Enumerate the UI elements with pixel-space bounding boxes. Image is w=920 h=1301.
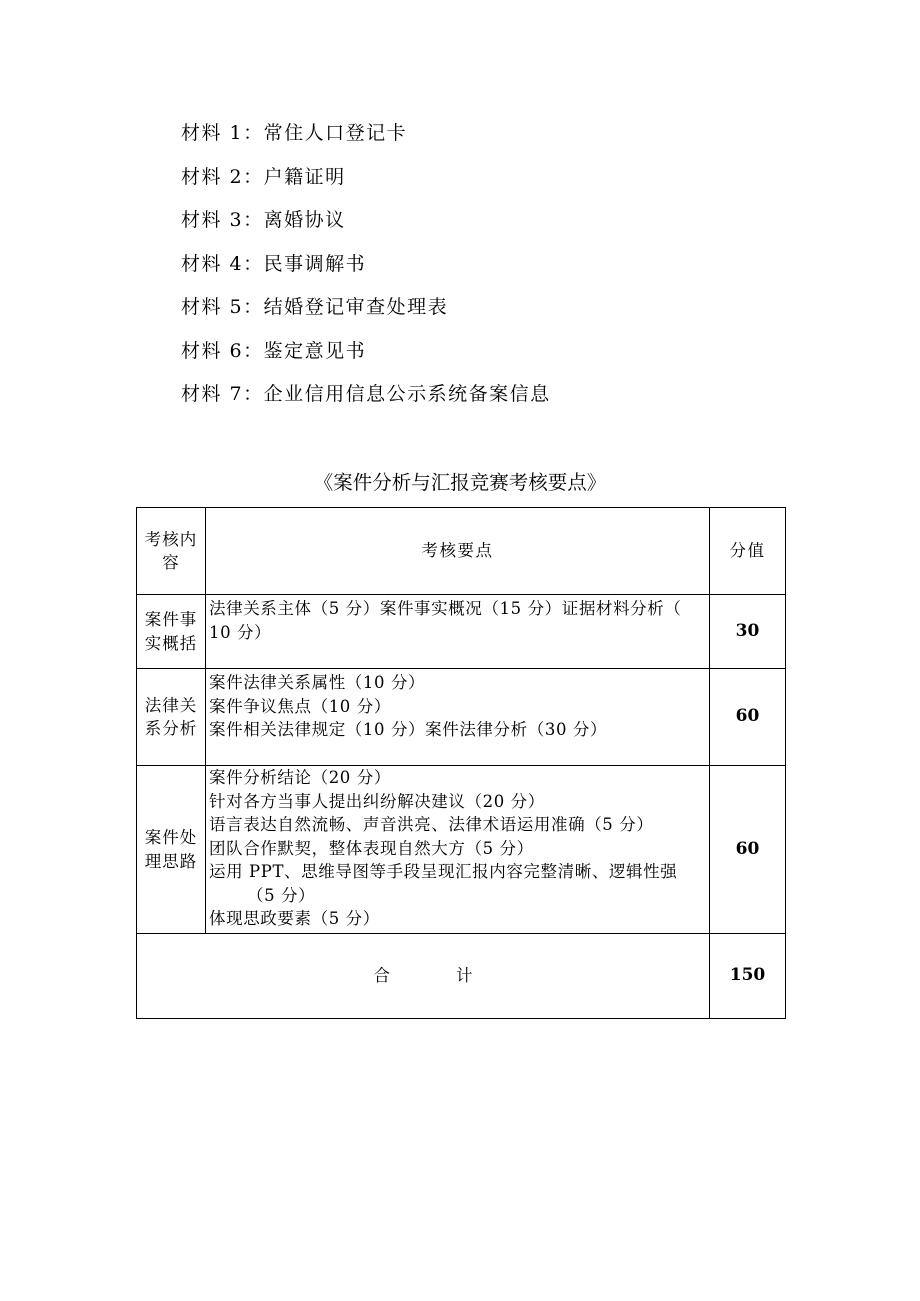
point-line: 运用 PPT、思维导图等手段呈现汇报内容完整清晰、逻辑性强 [209, 862, 678, 881]
table-header-row [137, 508, 786, 595]
row-content-line: 系分析 [144, 719, 198, 738]
scoring-table [136, 507, 786, 1019]
table-total-row [137, 934, 786, 1019]
row-points-cell [206, 766, 710, 934]
table-row [137, 766, 786, 934]
point-line: （5 分） [247, 885, 316, 905]
row-content-line: 案件处 [144, 828, 198, 847]
row-content-cell [137, 669, 206, 766]
row-content-line: 理思路 [144, 851, 198, 871]
point-line: 针对各方当事人提出纠纷解决建议（20 分） [209, 791, 545, 811]
point-line: 法律关系主体（5 分）案件事实概况（15 分）证据材料分析（ [209, 599, 682, 618]
header-points-cell: 考核要点 [206, 508, 710, 595]
point-line: 语言表达自然流畅、声音洪亮、法律术语运用准确（5 分） [209, 815, 654, 834]
row-score-cell: 30 [710, 595, 786, 669]
row-score-cell: 60 [710, 766, 786, 934]
row-content-line: 实概括 [144, 633, 198, 653]
total-label-cell [137, 934, 710, 1019]
row-content-cell [137, 595, 206, 669]
material-item: 材料 6：鉴定意见书 [181, 339, 367, 362]
header-content-cell [137, 508, 206, 595]
material-item: 材料 1：常住人口登记卡 [181, 122, 408, 144]
row-points-cell [206, 669, 710, 766]
materials-list [181, 116, 551, 421]
point-line: 体现思政要素（5 分） [209, 909, 380, 928]
row-content-line: 法律关 [144, 695, 198, 715]
row-points-cell [206, 595, 710, 669]
material-item: 材料 7：企业信用信息公示系统备案信息 [181, 383, 551, 405]
table-row [137, 669, 786, 766]
row-score-cell: 60 [710, 669, 786, 766]
header-score-cell: 分值 [710, 508, 786, 595]
header-content-line: 考核内 [144, 529, 198, 549]
material-item: 材料 3：离婚协议 [181, 209, 346, 231]
total-label [374, 966, 473, 985]
total-label-part: 计 [456, 966, 473, 986]
point-line: 案件相关法律规定（10 分）案件法律分析（30 分） [209, 720, 608, 739]
material-item: 材料 5：结婚登记审查处理表 [181, 296, 449, 318]
total-label-part: 合 [373, 966, 390, 986]
point-line: 案件分析结论（20 分） [209, 768, 391, 787]
row-content-line: 案件事 [144, 610, 198, 629]
point-line: 案件争议焦点（10 分） [209, 696, 391, 716]
table-row [137, 595, 786, 669]
row-content-cell [137, 766, 206, 934]
total-score-cell: 150 [710, 934, 786, 1019]
material-item: 材料 2：户籍证明 [181, 165, 346, 188]
material-item: 材料 4：民事调解书 [181, 252, 367, 275]
table-title: 《案件分析与汇报竞赛考核要点》 [313, 471, 607, 494]
point-line: 案件法律关系属性（10 分） [209, 673, 426, 692]
point-line: 团队合作默契，整体表现自然大方（5 分） [209, 838, 534, 858]
header-content-line: 容 [162, 553, 180, 572]
point-line: 10 分） [209, 622, 272, 642]
